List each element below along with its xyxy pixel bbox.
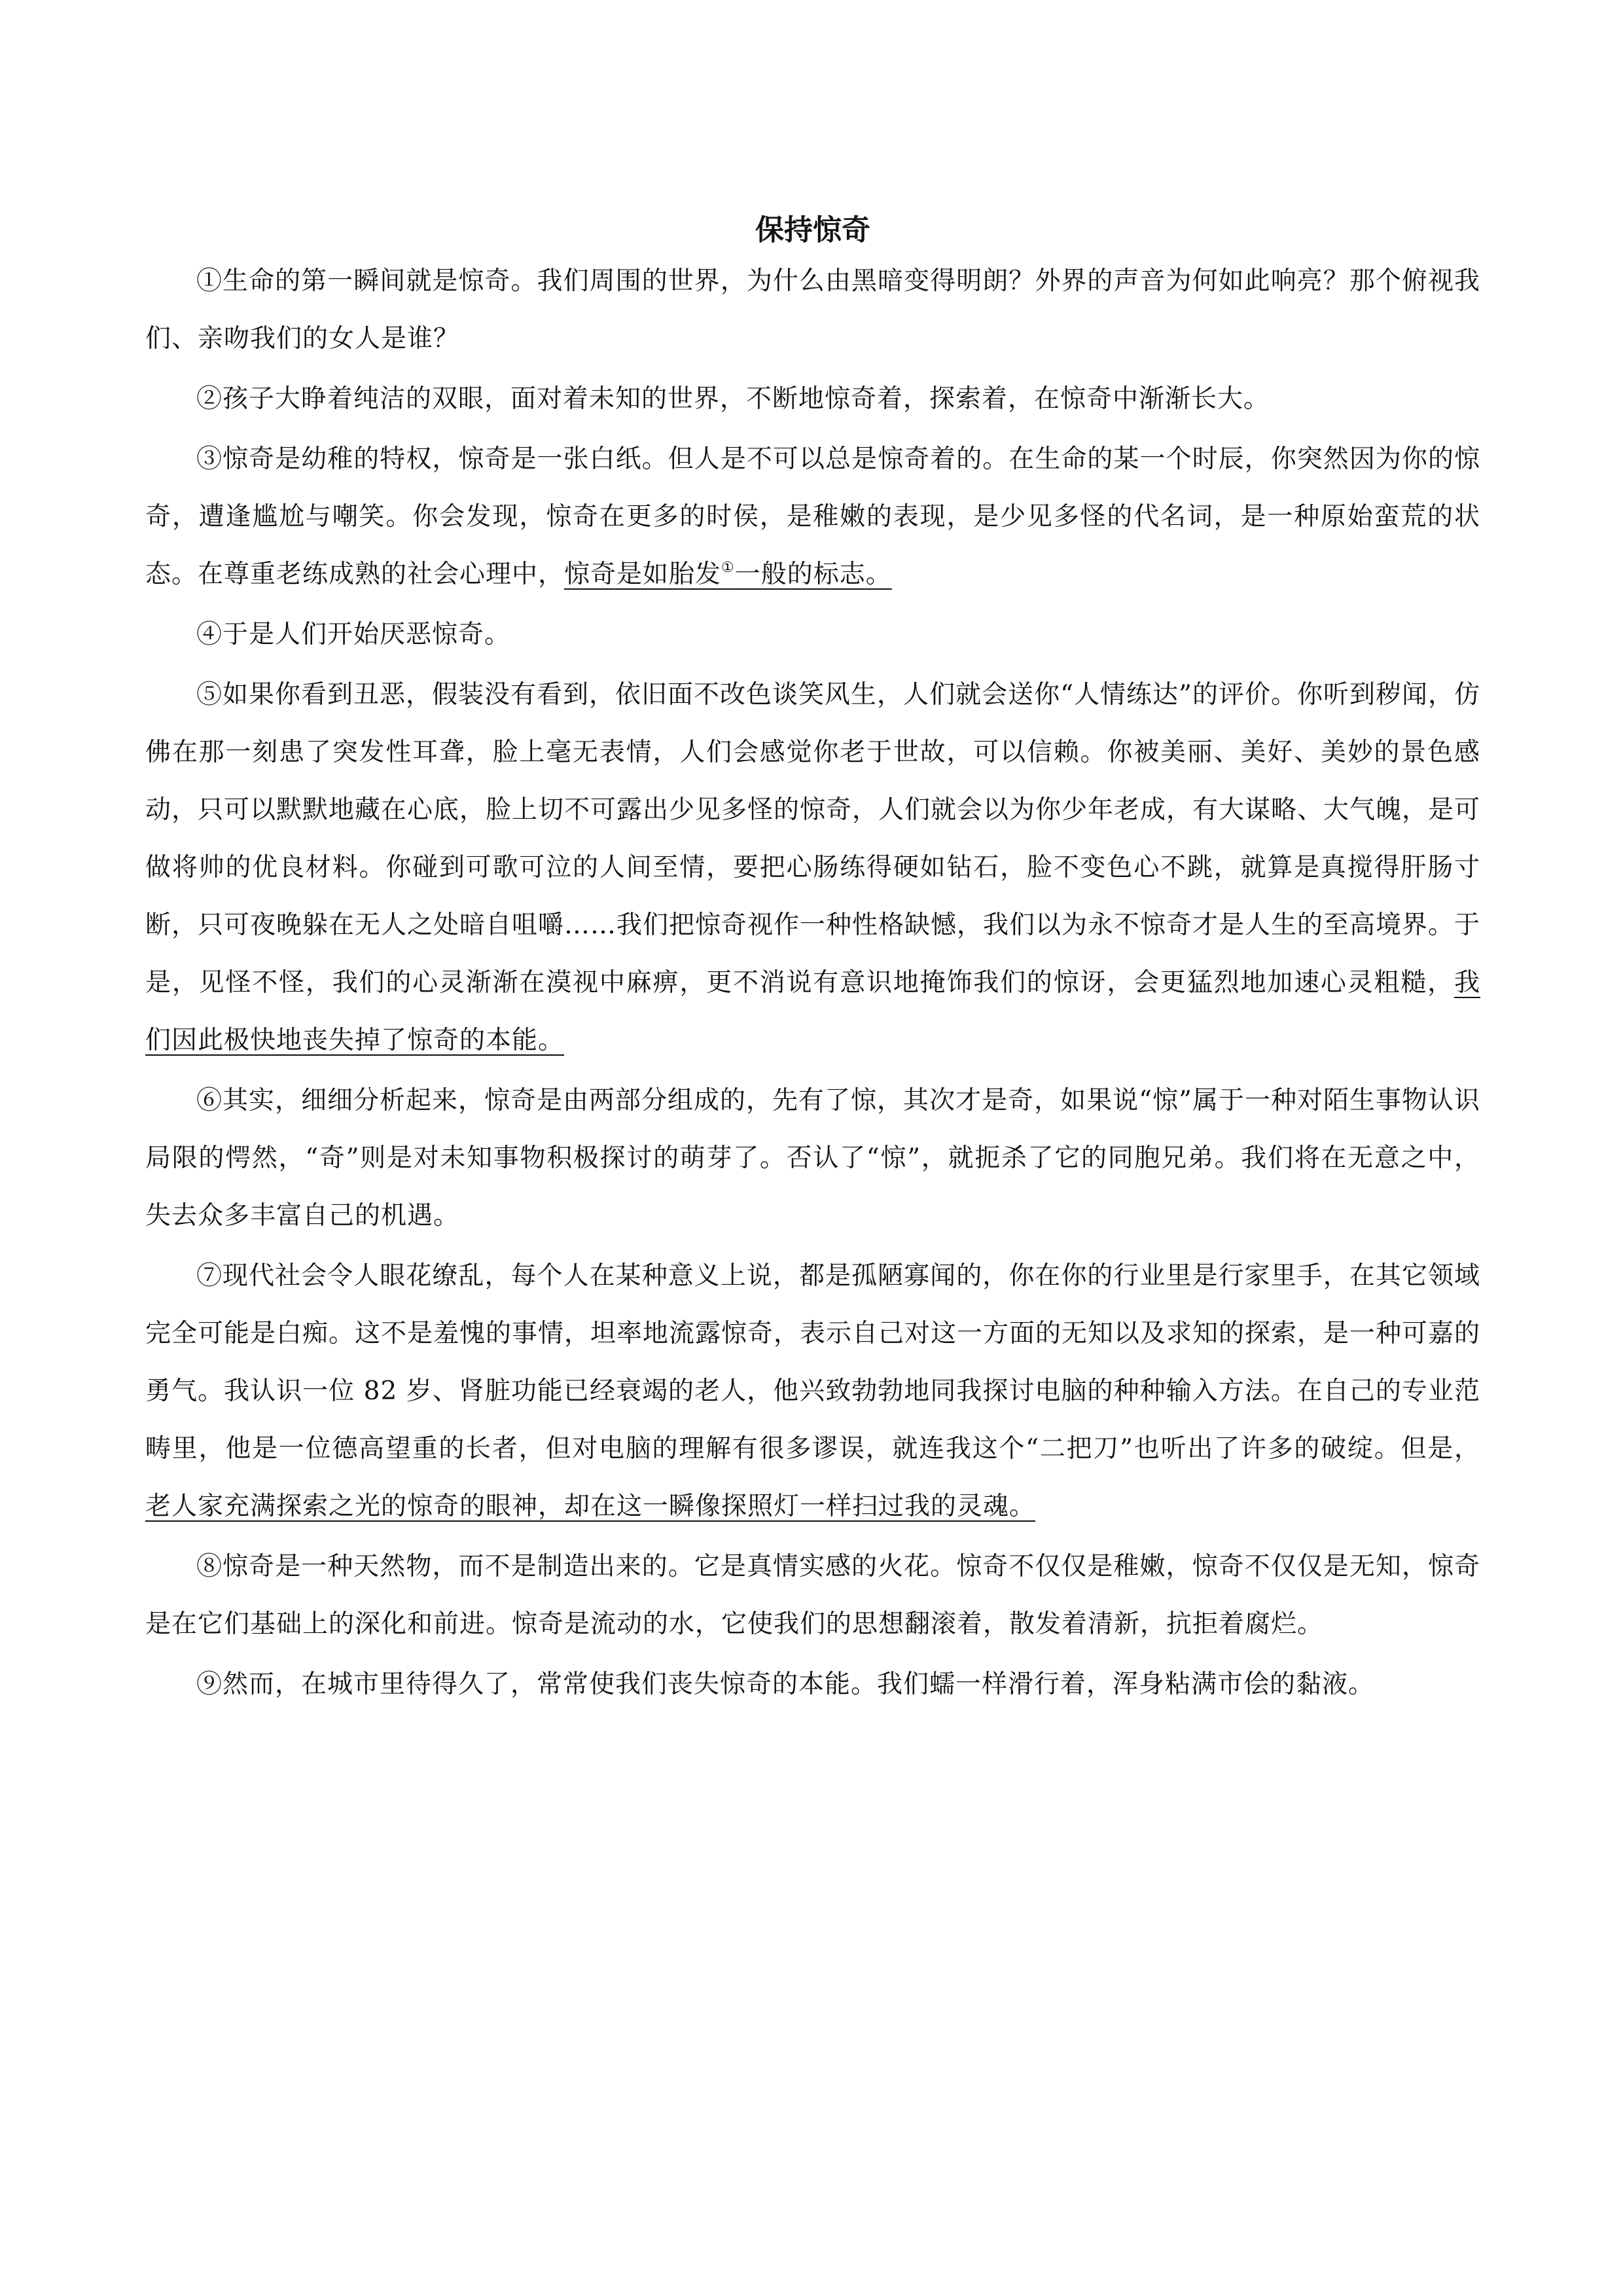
paragraph-9: ⑨然而，在城市里待得久了，常常使我们丧失惊奇的本能。我们蠕一样滑行着，浑身粘满市侩的黏液。	[196, 1670, 1375, 1699]
footnote-marker: ①	[721, 560, 735, 576]
paragraph-7-text: ⑦现代社会令人眼花缭乱，每个人在某种意义上说，都是孤陋寡闻的，你在你的行业里是行家里手，在其它领域完全可能是白痴。这不是羞愧的事情，坦率地流露惊奇，表示自己对这一方面的无知以及求知的探索，是一种可嘉的勇气。我认识一位 82 岁、肾脏功能已经衰竭的老人，他兴致勃勃地同我探讨电脑的种种输入方法。在自己的专业范畴里，他是一位德高望重的长者，但对电脑的理解有很多谬误，就连我这个“二把刀”也听出了许多的破绽。但是，	[145, 1261, 1481, 1463]
document-page	[145, 208, 1480, 1713]
paragraph-4: ④于是人们开始厌恶惊奇。	[196, 620, 511, 649]
underlined-sentence: 我们因此极快地丧失掉了惊奇的本能。	[145, 968, 1480, 1055]
paragraph-1: ①生命的第一瞬间就是惊奇。我们周围的世界，为什么由黑暗变得明朗？外界的声音为何如此响亮？那个俯视我们、亲吻我们的女人是谁？	[145, 266, 1480, 353]
paragraph-2: ②孩子大睁着纯洁的双眼，面对着未知的世界，不断地惊奇着，探索着，在惊奇中渐渐长大。	[196, 384, 1270, 414]
paragraph-5-text: ⑤如果你看到丑恶，假装没有看到，依旧面不改色谈笑风生，人们就会送你“人情练达”的评价。你听到秽闻，仿佛在那一刻患了突发性耳聋，脸上毫无表情，人们会感觉你老于世故，可以信赖。你被美丽、美好、美妙的景色感动，只可以默默地藏在心底，脸上切不可露出少见多怪的惊奇，人们就会以为你少年老成，有大谋略、大气魄，是可做将帅的优良材料。你碰到可歌可泣的人间至情，要把心肠练得硬如钻石，脸不变色心不跳，就算是真搅得肝肠寸断，只可夜晚躲在无人之处暗自咀嚼……我们把惊奇视作一种性格缺憾，我们以为永不惊奇才是人生的至高境界。于是，见怪不怪，我们的心灵渐渐在漠视中麻痹，更不消说有意识地掩饰我们的惊讶，会更猛烈地加速心灵粗糙，	[145, 680, 1481, 997]
paragraph-5	[145, 666, 1480, 1069]
paragraph-3	[145, 431, 1480, 603]
underlined-text: 一般的标志。	[734, 560, 892, 589]
underlined-text: 惊奇是如胎发	[564, 560, 722, 589]
essay-title: 保持惊奇	[755, 213, 870, 247]
paragraph-7	[145, 1247, 1480, 1535]
underlined-sentence	[564, 560, 892, 589]
paragraph-8: ⑧惊奇是一种天然物，而不是制造出来的。它是真情实感的火花。惊奇不仅仅是稚嫩，惊奇不仅仅是无知，惊奇是在它们基础上的深化和前进。惊奇是流动的水，它使我们的思想翻滚着，散发着清新，抗拒着腐烂。	[145, 1552, 1480, 1639]
underlined-sentence: 老人家充满探索之光的惊奇的眼神，却在这一瞬像探照灯一样扫过我的灵魂。	[145, 1492, 1036, 1521]
paragraph-3-text: ③惊奇是幼稚的特权，惊奇是一张白纸。但人是不可以总是惊奇着的。在生命的某一个时辰，你突然因为你的惊奇，遭逢尴尬与嘲笑。你会发现，惊奇在更多的时侯，是稚嫩的表现，是少见多怪的代名词，是一种原始蛮荒的状态。在尊重老练成熟的社会心理中，	[145, 444, 1480, 589]
paragraph-6: ⑥其实，细细分析起来，惊奇是由两部分组成的，先有了惊，其次才是奇，如果说“惊”属于一种对陌生事物认识局限的愕然，“奇”则是对未知事物积极探讨的萌芽了。否认了“惊”，就扼杀了它的同胞兄弟。我们将在无意之中，失去众多丰富自己的机遇。	[145, 1086, 1480, 1230]
